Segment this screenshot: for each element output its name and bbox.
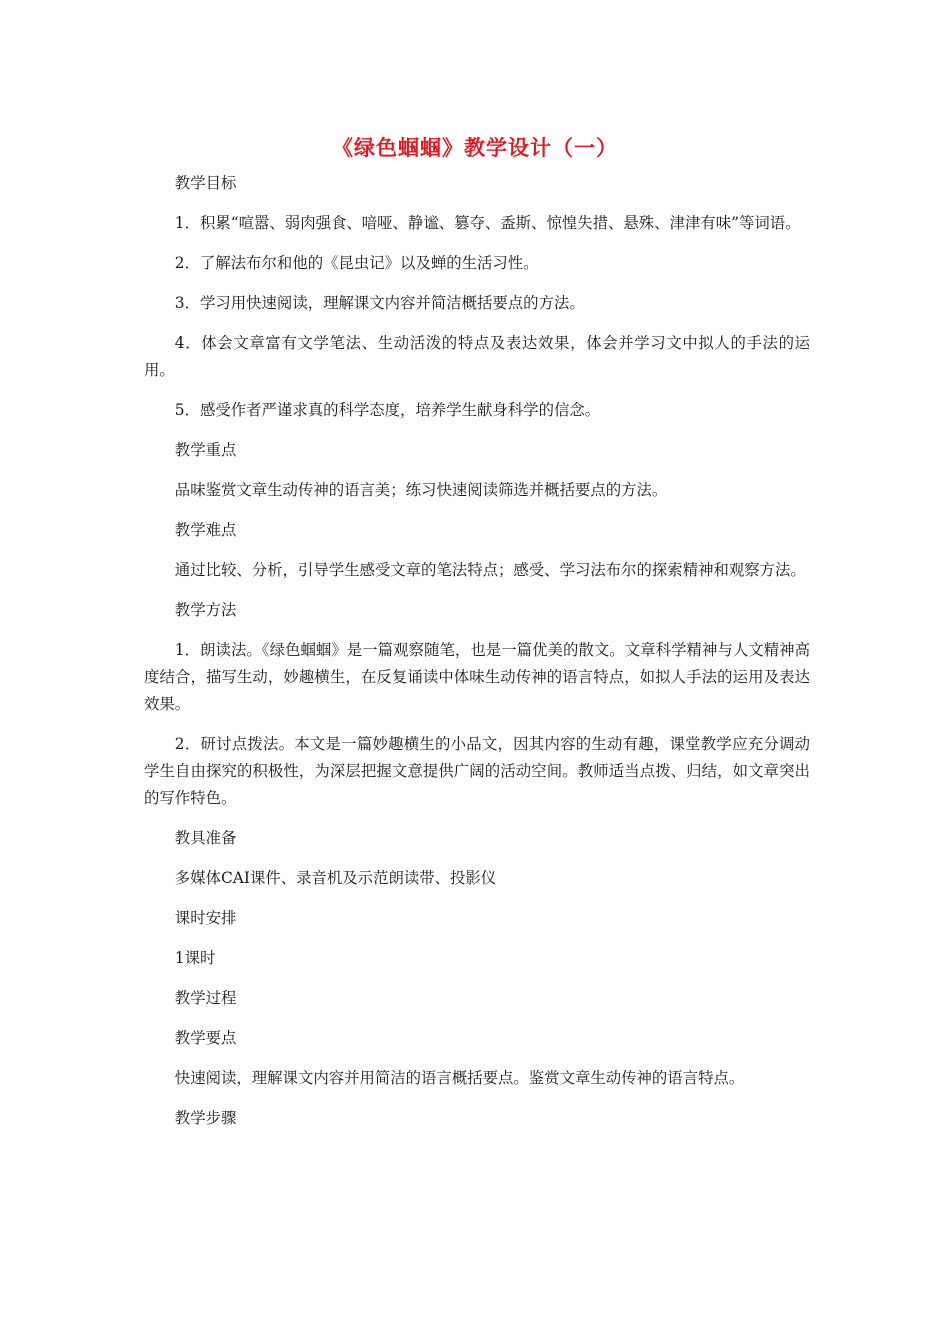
teaching-points-text: 快速阅读，理解课文内容并用简洁的语言概括要点。鉴赏文章生动传神的语言特点。 bbox=[174, 1069, 745, 1087]
goal-item-2: 2．了解法布尔和他的《昆虫记》以及蝉的生活习性。 bbox=[174, 254, 539, 272]
goal-item-3: 3．学习用快速阅读，理解课文内容并简洁概括要点的方法。 bbox=[174, 294, 585, 312]
section-heading-tools: 教具准备 bbox=[174, 829, 237, 847]
section-heading-schedule: 课时安排 bbox=[174, 909, 237, 927]
section-heading-teaching-points: 教学要点 bbox=[174, 1029, 237, 1047]
section-heading-goals: 教学目标 bbox=[174, 174, 237, 192]
difficulty-text: 通过比较、分析，引导学生感受文章的笔法特点；感受、学习法布尔的探索精神和观察方法。 bbox=[174, 561, 806, 579]
section-heading-key-points: 教学重点 bbox=[174, 441, 237, 459]
method-item-2: 2．研讨点拨法。本文是一篇妙趣横生的小品文，因其内容的生动有趣，课堂教学应充分调动学生自由探究的积极性，为深层把握文意提供广阔的活动空间。教师适当点拨、归结，如文章突出的写作特色。 bbox=[144, 735, 810, 807]
goal-item-4: 4．体会文章富有文学笔法、生动活泼的特点及表达效果，体会并学习文中拟人的手法的运用。 bbox=[144, 334, 810, 379]
section-heading-difficulty: 教学难点 bbox=[174, 521, 237, 539]
schedule-text: 1课时 bbox=[174, 949, 216, 967]
method-item-1: 1．朗读法。《绿色蝈蝈》是一篇观察随笔，也是一篇优美的散文。文章科学精神与人文精神高度结合，描写生动，妙趣横生，在反复诵读中体味生动传神的语言特点，如拟人手法的运用及表达效果。 bbox=[144, 641, 810, 713]
document-body bbox=[144, 170, 810, 1145]
goal-item-5: 5．感受作者严谨求真的科学态度，培养学生献身科学的信念。 bbox=[174, 401, 601, 419]
tools-text: 多媒体CAI课件、录音机及示范朗读带、投影仪 bbox=[174, 869, 497, 887]
document-title: 《绿色蝈蝈》教学设计（一） bbox=[332, 135, 618, 160]
section-heading-steps: 教学步骤 bbox=[174, 1109, 237, 1127]
section-heading-process: 教学过程 bbox=[174, 989, 237, 1007]
key-points-text: 品味鉴赏文章生动传神的语言美；练习快速阅读筛选并概括要点的方法。 bbox=[174, 481, 668, 499]
section-heading-methods: 教学方法 bbox=[174, 601, 237, 619]
goal-item-1: 1．积累“喧嚣、弱肉强食、喑哑、静谧、篡夺、盉斯、惊惶失措、悬殊、津津有味”等词语。 bbox=[174, 214, 801, 232]
